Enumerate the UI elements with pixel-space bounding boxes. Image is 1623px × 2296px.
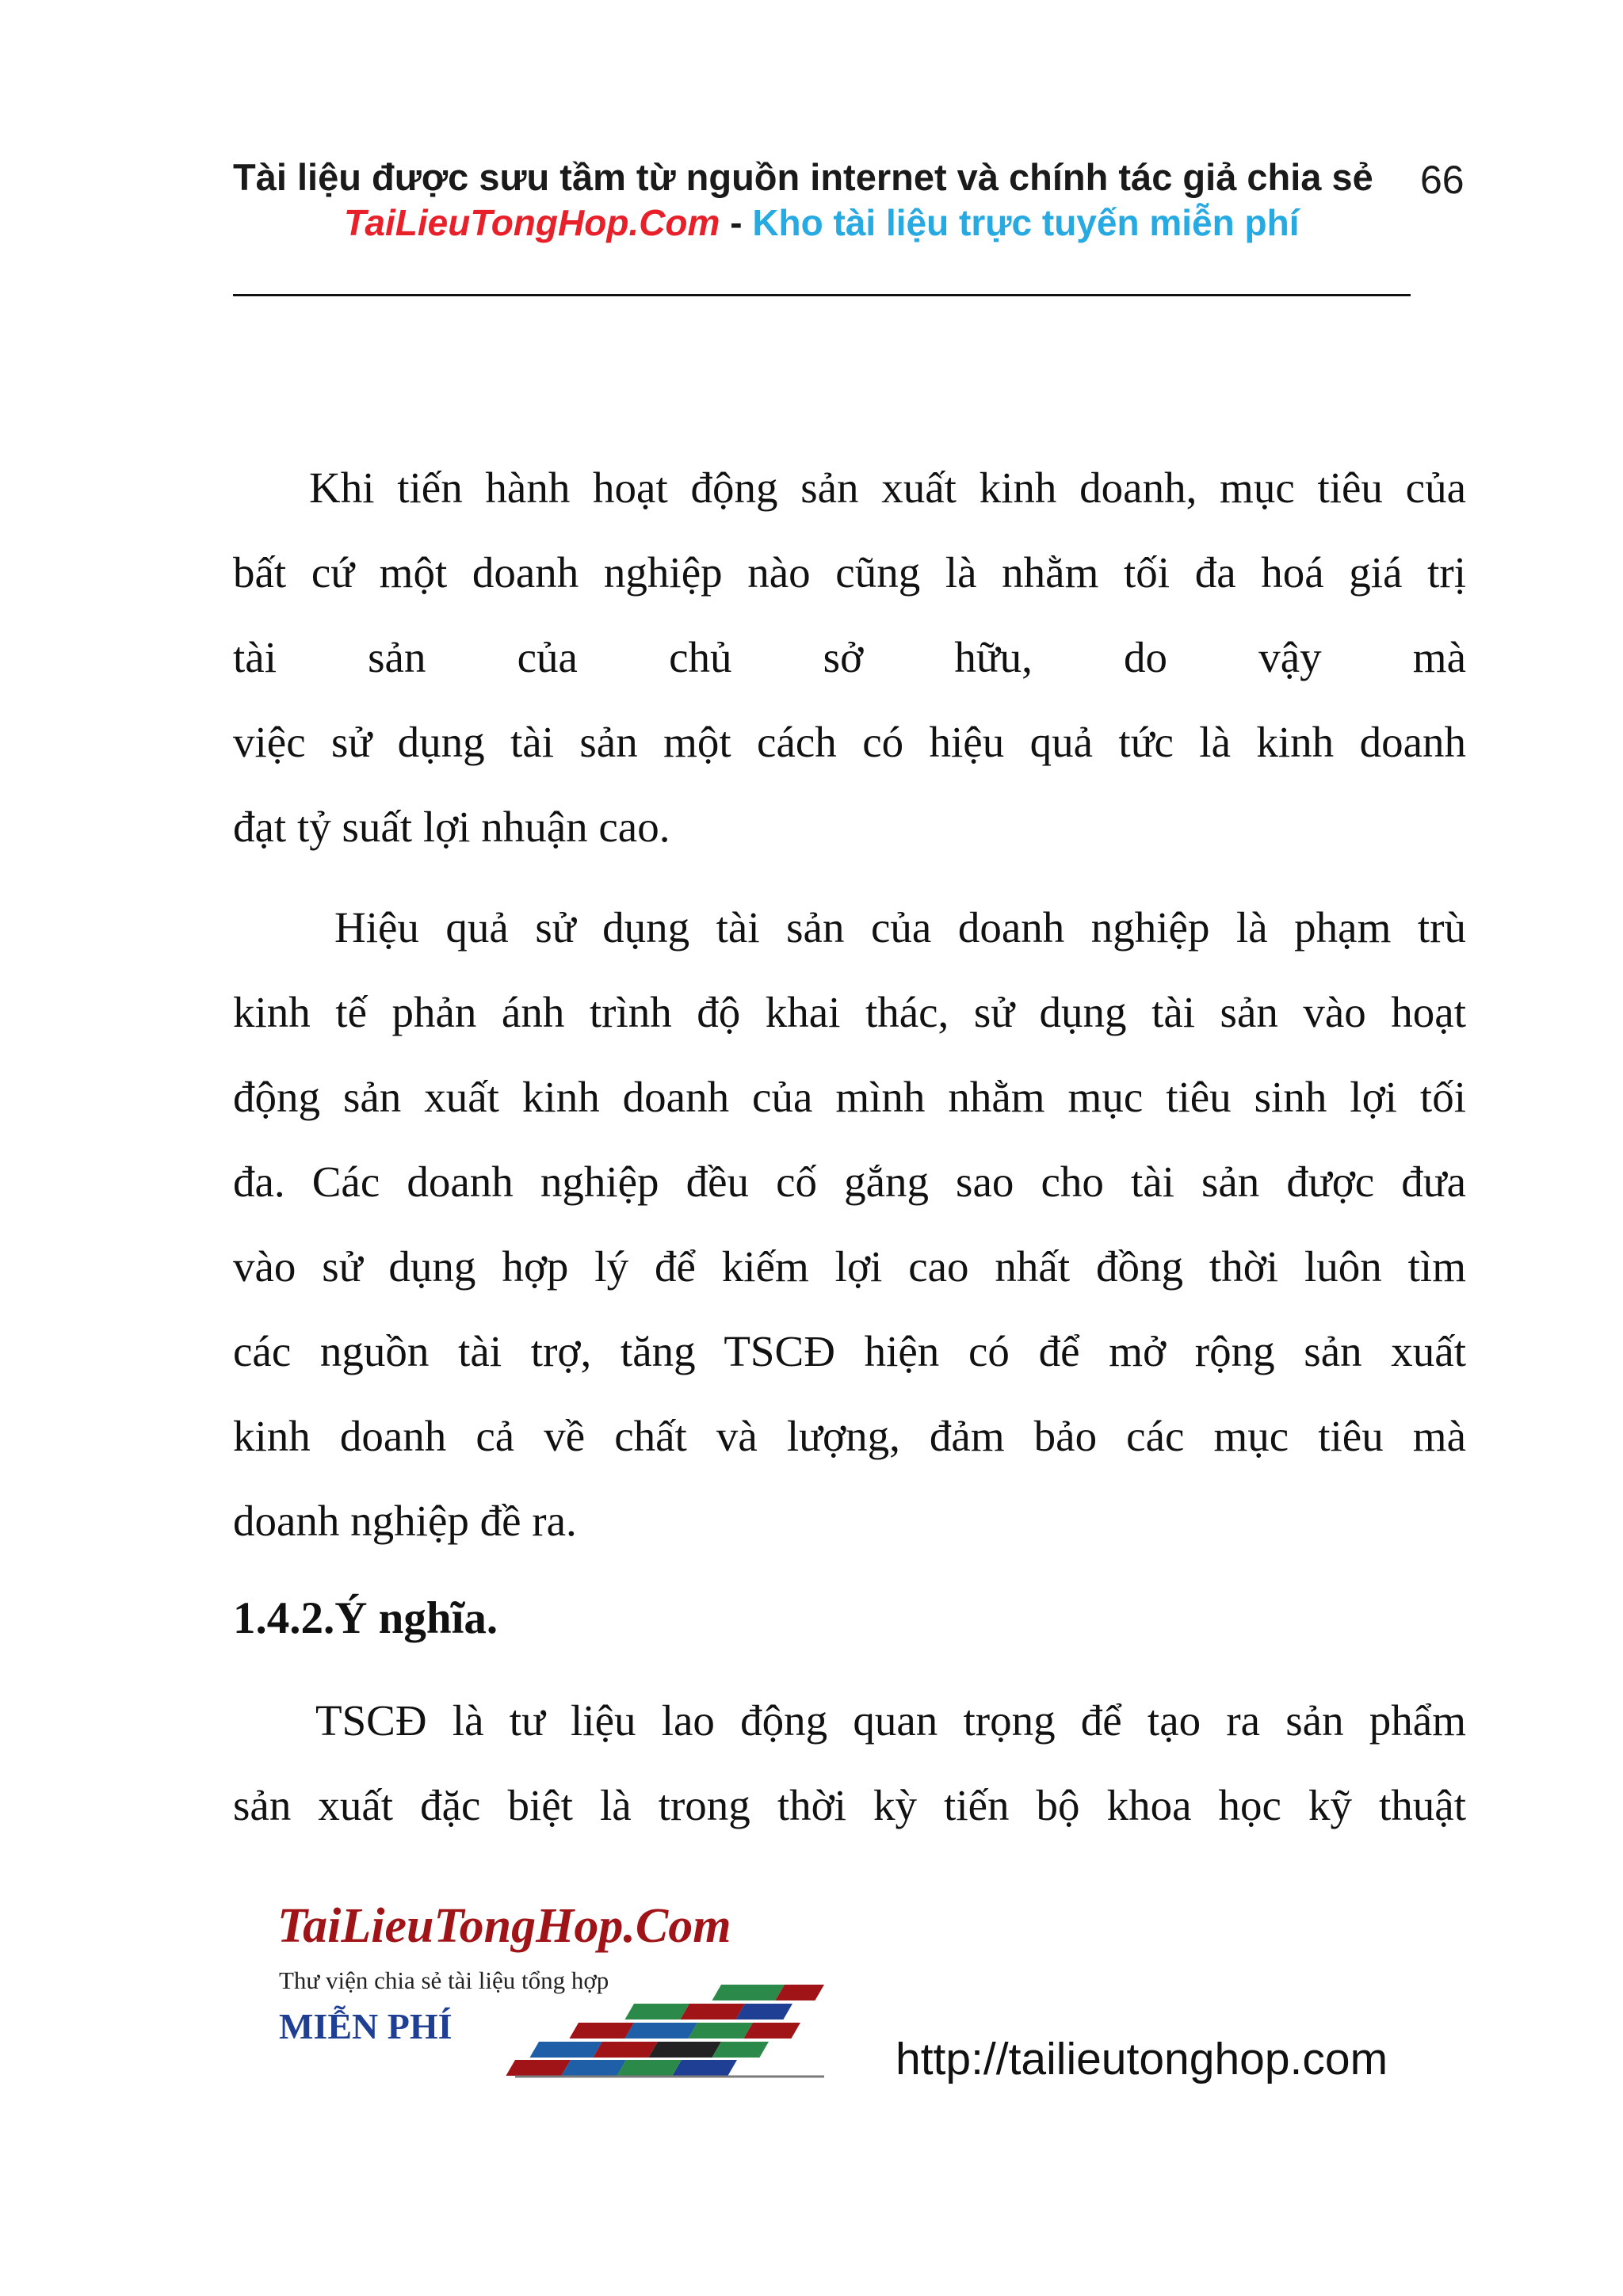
books-icon xyxy=(506,1985,824,2077)
paragraph-line: động sản xuất kinh doanh của mình nhằm mục tiêu sinh lợi tối xyxy=(233,1073,1466,1121)
paragraph-line: TSCĐ là tư liệu lao động quan trọng để tạo ra sản phẩm xyxy=(315,1696,1466,1745)
paragraph-line: bất cứ một doanh nghiệp nào cũng là nhằm tối đa hoá giá trị xyxy=(233,548,1466,597)
paragraph-line: kinh doanh cả về chất và lượng, đảm bảo các mục tiêu mà xyxy=(233,1412,1466,1460)
header-separator: - xyxy=(730,202,743,243)
logo-subtitle: Thư viện chia sẻ tài liệu tổng hợp xyxy=(279,1966,609,1994)
paragraph-line: đạt tỷ suất lợi nhuận cao. xyxy=(233,803,670,851)
paragraph-line: sản xuất đặc biệt là trong thời kỳ tiến bộ khoa học kỹ thuật xyxy=(233,1781,1466,1829)
logo-free-label: MIỄN PHÍ xyxy=(279,2006,453,2046)
header-divider xyxy=(233,294,1411,296)
header-title: Tài liệu được sưu tầm từ nguồn internet và chính tác giả chia sẻ xyxy=(233,156,1373,198)
paragraph-line: tài sản của chủ sở hữu, do vậy mà xyxy=(233,633,1466,681)
site-url-link[interactable]: http://tailieutonghop.com xyxy=(896,2034,1388,2084)
paragraph-line: Hiệu quả sử dụng tài sản của doanh nghiệp là phạm trù xyxy=(334,903,1466,952)
header-subtitle xyxy=(344,201,1299,244)
paragraph-line: doanh nghiệp đề ra. xyxy=(233,1497,577,1545)
paragraph-line: đa. Các doanh nghiệp đều cố gắng sao cho tài sản được đưa xyxy=(233,1158,1466,1206)
page-number: 66 xyxy=(1420,158,1465,202)
paragraph-line: các nguồn tài trợ, tăng TSCĐ hiện có để mở rộng sản xuất xyxy=(233,1327,1466,1375)
site-name: TaiLieuTongHop.Com xyxy=(344,202,720,243)
paragraph-line: Khi tiến hành hoạt động sản xuất kinh doanh, mục tiêu của xyxy=(309,463,1466,512)
logo-title: TaiLieuTongHop.Com xyxy=(277,1899,731,1953)
site-tagline: Kho tài liệu trực tuyến miễn phí xyxy=(752,202,1300,243)
site-logo[interactable] xyxy=(277,1897,880,2088)
section-heading: 1.4.2.Ý nghĩa. xyxy=(233,1593,498,1643)
paragraph-3 xyxy=(233,1678,1466,1848)
paragraph-line: kinh tế phản ánh trình độ khai thác, sử dụng tài sản vào hoạt xyxy=(233,988,1466,1036)
paragraph-2 xyxy=(233,885,1466,1563)
paragraph-1 xyxy=(233,445,1466,869)
logo-graphic xyxy=(277,1897,880,2088)
paragraph-line: việc sử dụng tài sản một cách có hiệu quả tức là kinh doanh xyxy=(233,718,1466,766)
paragraph-line: vào sử dụng hợp lý để kiếm lợi cao nhất đồng thời luôn tìm xyxy=(233,1242,1466,1291)
